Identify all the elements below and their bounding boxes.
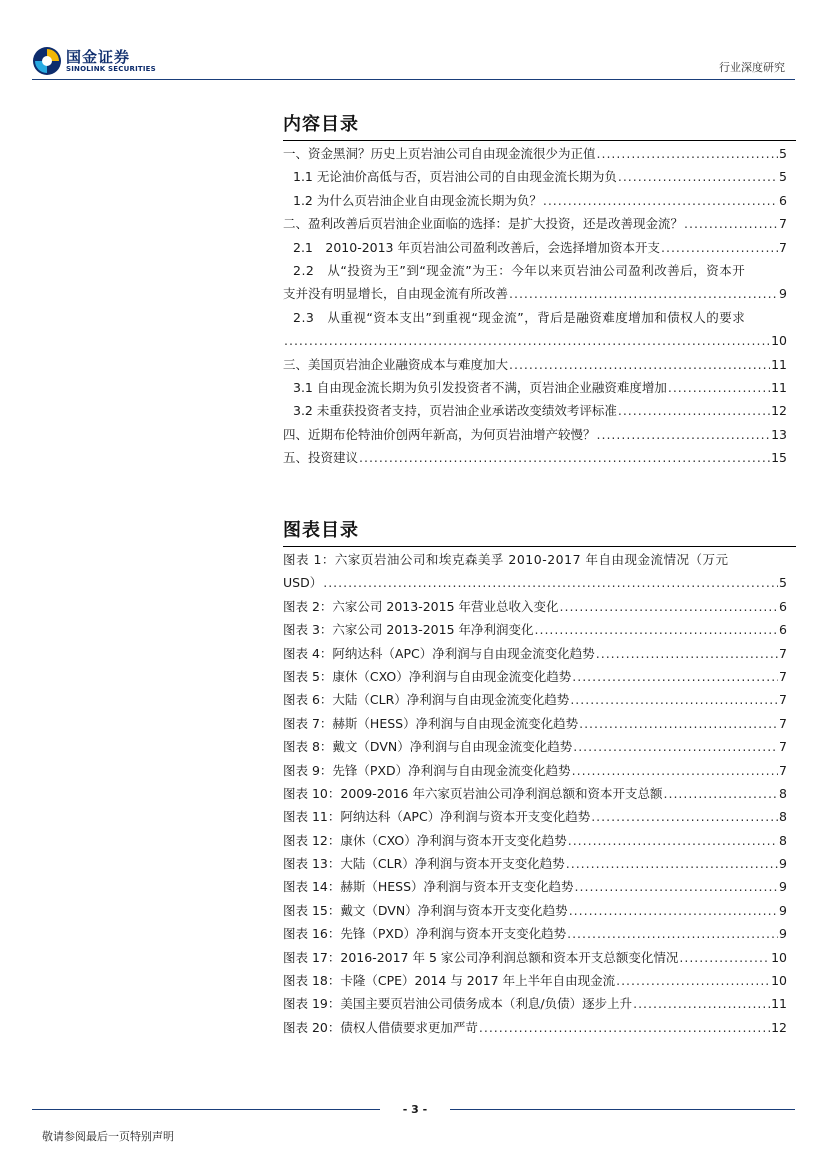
figure-entry-text: 图表 19：美国主要页岩油公司债务成本（利息/负债）逐步上升 (283, 996, 633, 1012)
figure-entry[interactable] (283, 946, 787, 969)
toc-entry-text: 支并没有明显增长，自由现金流有所改善 (283, 286, 509, 302)
figure-entry-text: USD） (283, 575, 323, 591)
toc-entry-page: 15 (771, 450, 787, 466)
figure-entry[interactable] (283, 688, 787, 711)
figure-entry-page: 5 (779, 575, 787, 591)
page-number: - 3 - (380, 1103, 450, 1116)
figure-entry[interactable] (283, 759, 787, 782)
toc-entry[interactable] (283, 142, 787, 165)
report-type-label: 行业深度研究 (719, 61, 785, 74)
toc-entry-text: 五、投资建议 (283, 450, 359, 466)
toc-entry[interactable] (283, 353, 787, 376)
figure-entry[interactable] (283, 735, 787, 758)
toc-entry-text: 1.1 无论油价高低与否，页岩油公司的自由现金流长期为负 (293, 169, 617, 185)
company-logo (32, 44, 182, 80)
figure-entry[interactable] (283, 712, 787, 735)
figure-entry-text: 图表 6：大陆（CLR）净利润与自由现金流变化趋势 (283, 692, 570, 708)
page-header (0, 0, 827, 90)
logo-name-cn: 国金证券 (66, 48, 131, 66)
figure-entry-text: 图表 3：六家公司 2013-2015 年净利润变化 (283, 622, 534, 638)
toc-entry-text: 3.1 自由现金流长期为负引发投资者不满，页岩油企业融资难度增加 (293, 379, 667, 395)
figure-entry-page: 10 (771, 949, 787, 965)
toc-entry[interactable] (283, 259, 787, 282)
toc-entry[interactable] (283, 306, 787, 329)
toc-entry-page: 13 (771, 426, 787, 442)
toc-entry[interactable] (283, 399, 787, 422)
figure-entry-text: 图表 7：赫斯（HESS）净利润与自由现金流变化趋势 (283, 715, 579, 731)
toc-entry[interactable] (283, 376, 787, 399)
figure-entry-text: 图表 9：先锋（PXD）净利润与自由现金流变化趋势 (283, 762, 571, 778)
figure-entry-text: 图表 1：六家页岩油公司和埃克森美孚 2010-2017 年自由现金流情况（万元 (283, 552, 729, 567)
figure-entry-text: 图表 17：2016-2017 年 5 家公司净利润总额和资本开支总额变化情况 (283, 949, 679, 965)
figures-title-rule (283, 546, 796, 547)
figures-list (283, 548, 787, 1039)
toc-entry[interactable] (283, 423, 787, 446)
header-divider (32, 79, 795, 80)
toc-entry-text: 一、资金黑洞？历史上页岩油公司自由现金流很少为正值 (283, 145, 596, 161)
figure-entry-page: 9 (779, 902, 787, 918)
figure-entry-text: 图表 15：戴文（DVN）净利润与资本开支变化趋势 (283, 902, 568, 918)
figure-entry[interactable] (283, 805, 787, 828)
figure-entry-page: 9 (779, 879, 787, 895)
figures-title: 图表目录 (283, 520, 359, 541)
toc-entry-text: 1.2 为什么页岩油企业自由现金流长期为负？ (293, 192, 542, 208)
figure-entry-continuation[interactable] (283, 571, 787, 594)
figure-entry-page: 7 (779, 645, 787, 661)
figure-entry-page: 9 (779, 856, 787, 872)
toc-entry-page: 11 (771, 379, 787, 395)
figure-entry-page: 7 (779, 715, 787, 731)
figure-entry-page: 7 (779, 739, 787, 755)
figure-entry[interactable] (283, 829, 787, 852)
figure-entry-text: 图表 16：先锋（PXD）净利润与资本开支变化趋势 (283, 926, 567, 942)
toc-entry-page: 12 (771, 403, 787, 419)
figure-entry[interactable] (283, 922, 787, 945)
toc-entry-text: 2.3 从重视“资本支出”到重视“现金流”，背后是融资难度增加和债权人的要求 (293, 309, 746, 325)
figure-entry-page: 6 (779, 622, 787, 638)
figure-entry-text: 图表 11：阿纳达科（APC）净利润与资本开支变化趋势 (283, 809, 591, 825)
figure-entry-text: 图表 8：戴文（DVN）净利润与自由现金流变化趋势 (283, 739, 573, 755)
figure-entry-page: 7 (779, 762, 787, 778)
figure-entry[interactable] (283, 875, 787, 898)
toc-title-rule (283, 140, 796, 141)
toc-entry-text: 四、近期布伦特油价创两年新高，为何页岩油增产较慢？ (283, 426, 596, 442)
figure-entry[interactable] (283, 899, 787, 922)
figure-entry-page: 8 (779, 785, 787, 801)
toc-entry-text: 2.2 从“投资为王”到“现金流”为王：今年以来页岩油公司盈利改善后，资本开 (293, 262, 746, 278)
figure-entry-text: 图表 4：阿纳达科（APC）净利润与自由现金流变化趋势 (283, 645, 595, 661)
toc-entry[interactable] (283, 165, 787, 188)
figure-entry-text: 图表 12：康休（CXO）净利润与资本开支变化趋势 (283, 832, 567, 848)
figure-entry[interactable] (283, 852, 787, 875)
figure-entry-page: 12 (771, 1019, 787, 1035)
figure-entry-text: 图表 14：赫斯（HESS）净利润与资本开支变化趋势 (283, 879, 574, 895)
toc-entry-text: 二、盈利改善后页岩油企业面临的选择：是扩大投资，还是改善现金流？ (283, 216, 684, 232)
figure-entry[interactable] (283, 642, 787, 665)
figure-entry[interactable] (283, 969, 787, 992)
toc-entry[interactable] (283, 446, 787, 469)
toc-entry-page: 5 (779, 145, 787, 161)
toc-entry[interactable] (283, 189, 787, 212)
figure-entry-page: 8 (779, 832, 787, 848)
toc-entry-page: 9 (779, 286, 787, 302)
figure-entry-page: 6 (779, 598, 787, 614)
figure-entry[interactable] (283, 992, 787, 1015)
toc-title: 内容目录 (283, 114, 359, 135)
toc-entry-page: 10 (771, 333, 787, 349)
figure-entry-text: 图表 13：大陆（CLR）净利润与资本开支变化趋势 (283, 856, 565, 872)
figure-entry[interactable] (283, 665, 787, 688)
toc-entry-continuation[interactable] (283, 282, 787, 305)
toc-entry-page: 6 (779, 192, 787, 208)
figure-entry-page: 9 (779, 926, 787, 942)
figure-entry[interactable] (283, 782, 787, 805)
figure-entry-page: 10 (771, 973, 787, 989)
figure-entry-page: 7 (779, 692, 787, 708)
figure-entry-page: 11 (771, 996, 787, 1012)
sinolink-logo-icon (32, 46, 62, 76)
figure-entry-text: 图表 20：债权人借债要求更加严苛 (283, 1019, 478, 1035)
toc-entry-continuation[interactable] (283, 329, 787, 352)
toc-entry-page: 7 (779, 216, 787, 232)
figure-entry[interactable] (283, 548, 787, 571)
figure-entry[interactable] (283, 618, 787, 641)
toc-entry[interactable] (283, 212, 787, 235)
disclaimer-note: 敬请参阅最后一页特别声明 (42, 1130, 174, 1143)
figure-entry-text: 图表 18：卡隆（CPE）2014 与 2017 年上半年自由现金流 (283, 973, 616, 989)
toc-entry-text: 2.1 2010-2013 年页岩油公司盈利改善后，会选择增加资本开支 (293, 239, 660, 255)
toc-entry-page: 7 (779, 239, 787, 255)
toc-entry-page: 5 (779, 169, 787, 185)
figure-entry-page: 7 (779, 668, 787, 684)
toc-entry-text: 三、美国页岩油企业融资成本与难度加大 (283, 356, 509, 372)
figure-entry[interactable] (283, 595, 787, 618)
logo-name-en: SINOLINK SECURITIES (66, 65, 156, 73)
toc-entry[interactable] (283, 236, 787, 259)
figure-entry-text: 图表 5：康休（CXO）净利润与自由现金流变化趋势 (283, 668, 572, 684)
figure-entry-text: 图表 2：六家公司 2013-2015 年营业总收入变化 (283, 598, 559, 614)
figure-entry-text: 图表 10：2009-2016 年六家页岩油公司净利润总额和资本开支总额 (283, 785, 663, 801)
figure-entry-page: 8 (779, 809, 787, 825)
toc-entry-page: 11 (771, 356, 787, 372)
toc-list (283, 142, 787, 469)
toc-entry-text: 3.2 未重获投资者支持，页岩油企业承诺改变绩效考评标准 (293, 403, 617, 419)
figure-entry[interactable] (283, 1016, 787, 1039)
